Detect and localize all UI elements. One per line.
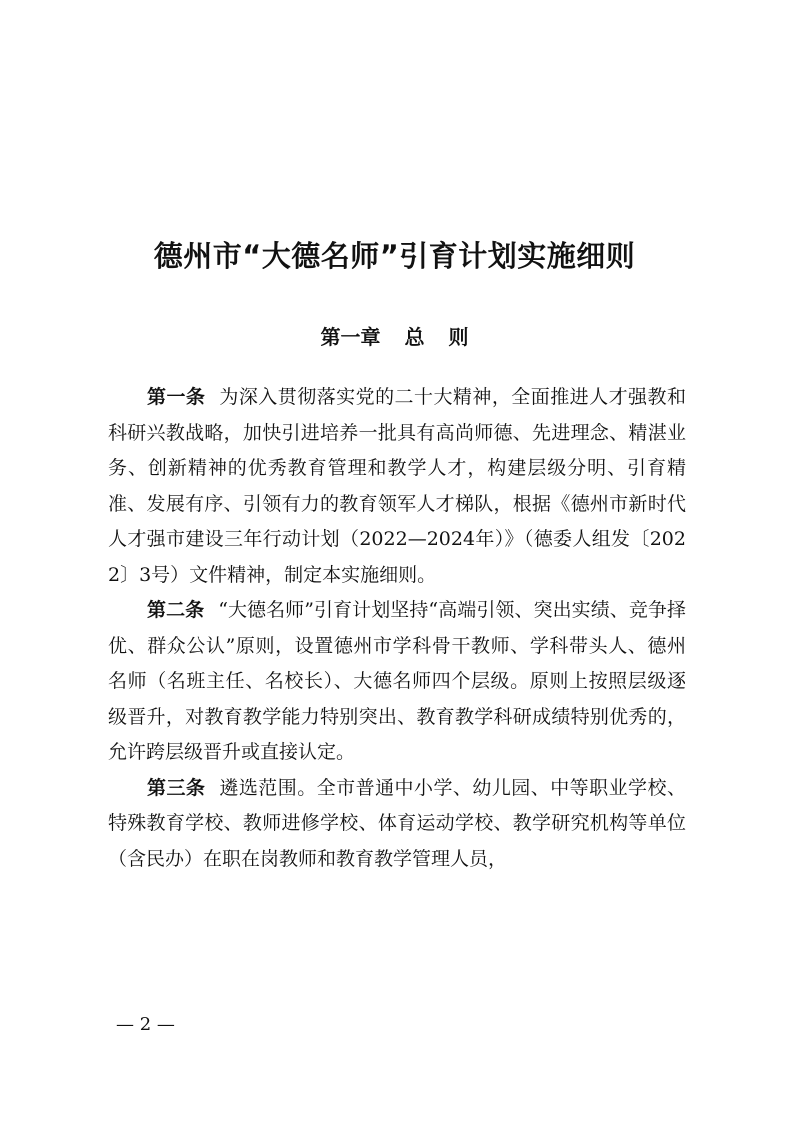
article-2-label: 第二条 [147,599,205,621]
article-2 [108,593,686,771]
chapter-number: 第一章 [320,325,381,349]
article-1-text: 为深入贯彻落实党的二十大精神，全面推进人才强教和科研兴教战略，加快引进培养一批具有高尚师德、先进理念、精湛业务、创新精神的优秀教育管理和教学人才，构建层级分明、引育精准、发展有序、引领有力的教育领军人才梯队，根据《德州市新时代人才强市建设三年行动计划（2022—2024年）》（德委人组发〔2022〕3号）文件精神，制定本实施细则。 [108,386,686,586]
article-1-label: 第一条 [147,386,206,408]
chapter-heading [0,322,789,352]
article-3-label: 第三条 [147,776,206,799]
article-2-text: “大德名师”引育计划坚持“高端引领、突出实绩、竞争择优、群众公认”原则，设置德州市学科骨干教师、学科带头人、德州名师（名班主任、名校长）、大德名师四个层级。原则上按照层级逐级晋升，对教育教学能力特别突出、教育教学科研成绩特别优秀的，允许跨层级晋升或直接认定。 [108,599,686,763]
chapter-title-char-1: 总 [404,325,425,349]
document-title: 德州市“大德名师”引育计划实施细则 [153,239,636,273]
page-number: — 2 — [116,1014,175,1035]
article-3 [108,771,686,878]
chapter-title-char-2: 则 [448,325,469,349]
document-body [108,380,686,877]
article-3-text: 遴选范围。全市普通中小学、幼儿园、中等职业学校、特殊教育学校、教师进修学校、体育运动学校、教学研究机构等单位（含民办）在职在岗教师和教育教学管理人员， [108,776,686,870]
article-1 [108,380,686,593]
